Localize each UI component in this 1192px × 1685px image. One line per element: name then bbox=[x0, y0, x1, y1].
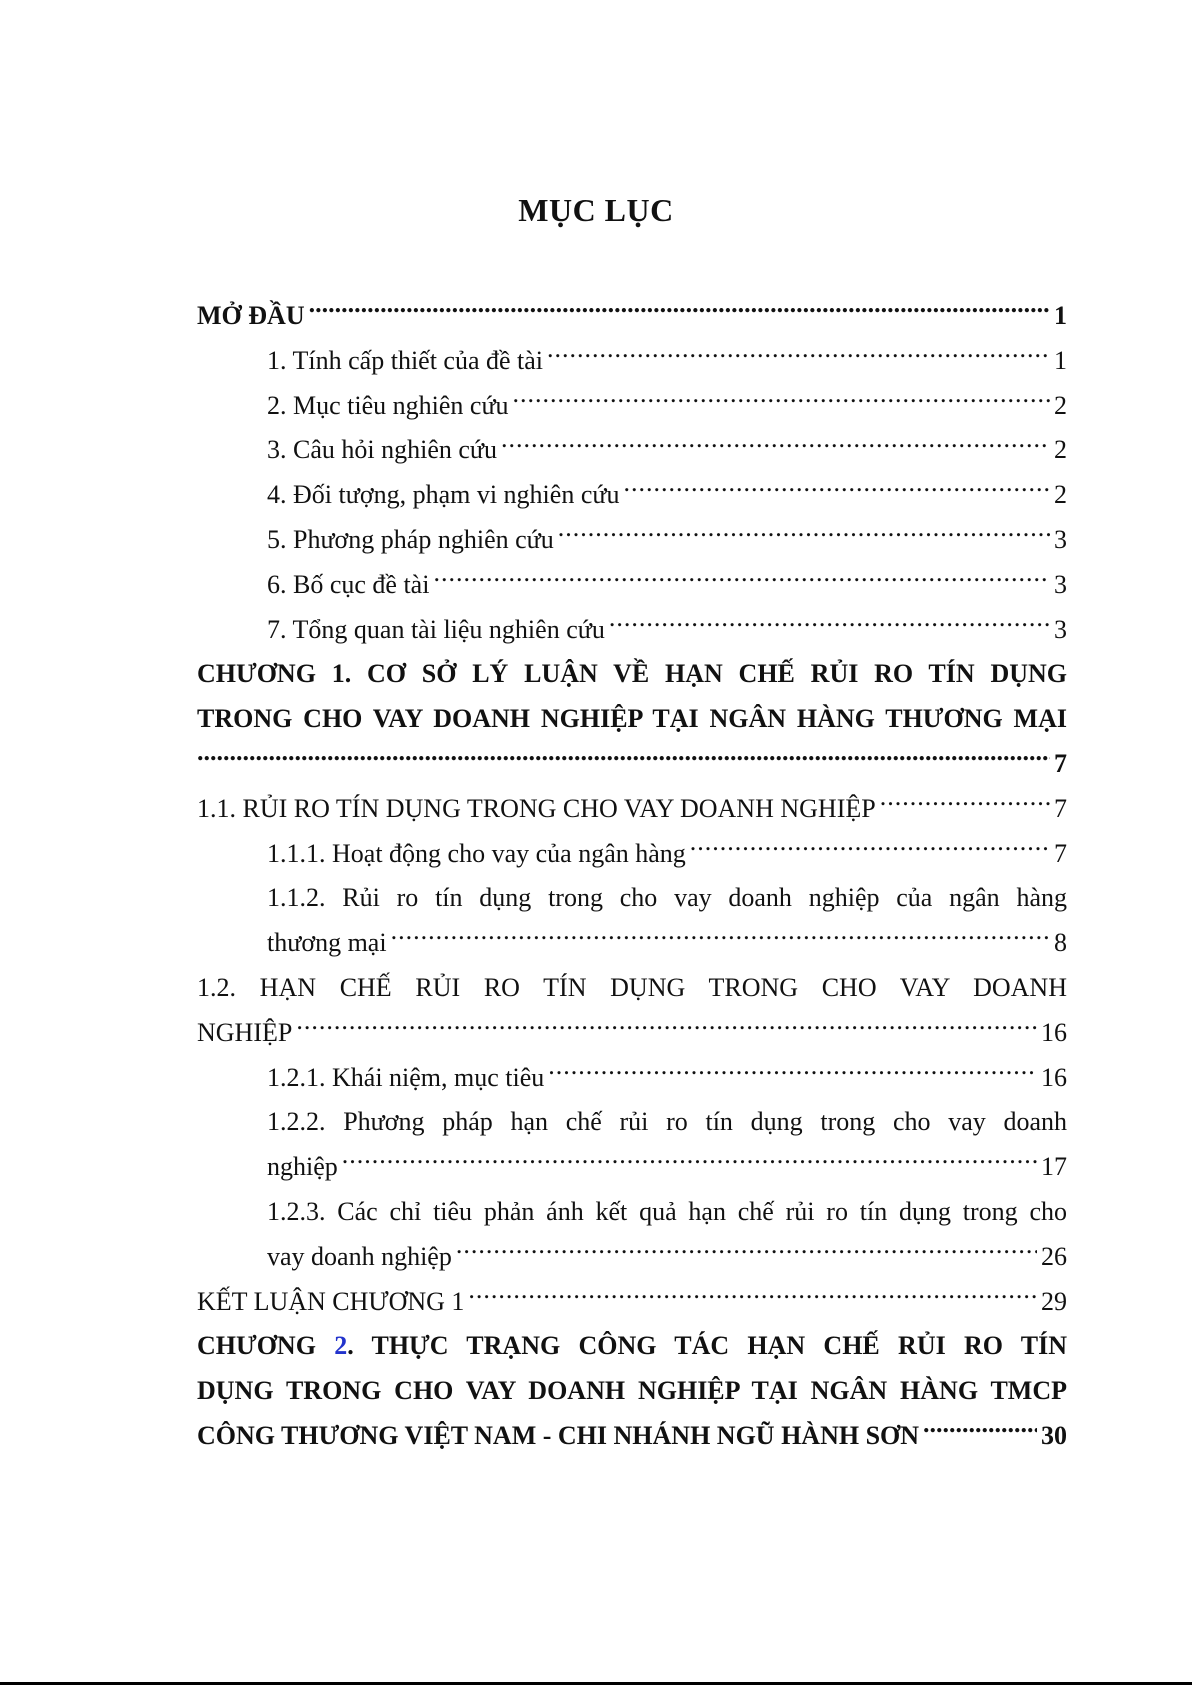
toc-entry-label: 4. Đối tượng, phạm vi nghiên cứu bbox=[267, 480, 620, 510]
toc-entry-chuong-1[interactable] bbox=[197, 652, 1067, 786]
toc-entry-item-1[interactable] bbox=[267, 339, 1067, 384]
toc-entry-line: CHƯƠNG 2. THỰC TRẠNG CÔNG TÁC HẠN CHẾ RỦI RO TÍN bbox=[197, 1331, 1067, 1361]
toc-entry-leader-line bbox=[267, 428, 1067, 473]
toc-page-number: 17 bbox=[1041, 1152, 1067, 1182]
dot-leader bbox=[923, 1418, 1037, 1444]
toc-entry-leader-line bbox=[267, 1056, 1067, 1101]
toc-entry-label: 1.2.1. Khái niệm, mục tiêu bbox=[267, 1062, 545, 1092]
toc-entry-label: NGHIỆP bbox=[197, 1017, 293, 1047]
dot-leader bbox=[433, 567, 1050, 593]
toc-entry-s-1-2-1[interactable] bbox=[267, 1056, 1067, 1101]
toc-entry-s-1-1-1[interactable] bbox=[267, 832, 1067, 877]
toc-page-number: 30 bbox=[1041, 1420, 1067, 1450]
toc-entry-line: DỤNG TRONG CHO VAY DOANH NGHIỆP TẠI NGÂN HÀNG TMCP bbox=[197, 1376, 1067, 1406]
toc-entry-label: 7. Tổng quan tài liệu nghiên cứu bbox=[267, 614, 605, 644]
toc-entry-item-5[interactable] bbox=[267, 518, 1067, 563]
toc-entry-label: 1. Tính cấp thiết của đề tài bbox=[267, 345, 544, 375]
toc-entry-label: MỞ ĐẦU bbox=[197, 301, 305, 330]
dot-leader bbox=[342, 1149, 1037, 1175]
toc-page-number: 3 bbox=[1054, 614, 1067, 644]
toc-entry-leader-line bbox=[267, 1145, 1067, 1190]
toc-entry-label: 1.1. RỦI RO TÍN DỤNG TRONG CHO VAY DOANH NGHIỆP bbox=[197, 793, 876, 823]
toc-page-number: 8 bbox=[1054, 928, 1067, 958]
toc-entry-s-1-2-3[interactable] bbox=[267, 1190, 1067, 1280]
toc-page-number: 7 bbox=[1054, 838, 1067, 868]
toc-entry-leader-line bbox=[267, 1235, 1067, 1280]
toc-entry-leader-line bbox=[267, 339, 1067, 384]
toc-entry-line: 1.2.2. Phương pháp hạn chế rủi ro tín dụng trong cho vay doanh bbox=[267, 1107, 1067, 1137]
toc-entry-leader-line bbox=[267, 608, 1067, 653]
toc-entry-label: 3. Câu hỏi nghiên cứu bbox=[267, 435, 498, 465]
dot-leader bbox=[609, 612, 1050, 638]
toc-page-number: 2 bbox=[1054, 480, 1067, 510]
toc-page-number: 1 bbox=[1054, 345, 1067, 375]
toc-entry-leader-line bbox=[197, 787, 1067, 832]
toc-title: MỤC LỤC bbox=[518, 192, 674, 228]
toc-page-number: 7 bbox=[1054, 748, 1067, 778]
toc-entry-s-1-2[interactable] bbox=[197, 966, 1067, 1056]
toc-page-number: 29 bbox=[1041, 1286, 1067, 1316]
toc-entry-line: 1.1.2. Rủi ro tín dụng trong cho vay doanh nghiệp của ngân hàng bbox=[267, 883, 1067, 913]
toc-entry-leader-line bbox=[267, 518, 1067, 563]
toc-entry-item-2[interactable] bbox=[267, 384, 1067, 429]
table-of-contents bbox=[197, 294, 1067, 1459]
toc-entry-label: 6. Bố cục đề tài bbox=[267, 569, 430, 599]
dot-leader bbox=[513, 388, 1050, 414]
toc-entry-leader-line bbox=[197, 294, 1067, 339]
toc-entry-label: vay doanh nghiệp bbox=[267, 1241, 452, 1271]
dot-leader bbox=[456, 1239, 1037, 1265]
dot-leader bbox=[309, 298, 1050, 324]
toc-entry-label: 1.1.1. Hoạt động cho vay của ngân hàng bbox=[267, 838, 686, 868]
toc-entry-s-1-1[interactable] bbox=[197, 787, 1067, 832]
toc-entry-label: CÔNG THƯƠNG VIỆT NAM - CHI NHÁNH NGŨ HÀNH SƠN bbox=[197, 1420, 920, 1450]
toc-entry-mo-dau[interactable] bbox=[197, 294, 1067, 339]
dot-leader bbox=[197, 746, 1050, 772]
dot-leader bbox=[623, 477, 1050, 503]
toc-entry-label: 5. Phương pháp nghiên cứu bbox=[267, 524, 554, 554]
toc-page-number: 16 bbox=[1041, 1017, 1067, 1047]
toc-page-number: 1 bbox=[1054, 301, 1067, 330]
toc-page-number: 2 bbox=[1054, 390, 1067, 420]
dot-leader bbox=[468, 1284, 1037, 1310]
toc-entry-leader-line bbox=[197, 742, 1067, 787]
dot-leader bbox=[558, 522, 1050, 548]
dot-leader bbox=[391, 925, 1050, 951]
toc-entry-line: 1.2.3. Các chỉ tiêu phản ánh kết quả hạn chế rủi ro tín dụng trong cho bbox=[267, 1196, 1067, 1226]
toc-entry-leader-line bbox=[267, 384, 1067, 429]
toc-page-number: 7 bbox=[1054, 793, 1067, 823]
toc-entry-leader-line bbox=[197, 1414, 1067, 1459]
dot-leader bbox=[547, 343, 1050, 369]
toc-entry-leader-line bbox=[197, 1280, 1067, 1325]
toc-entry-s-1-1-2[interactable] bbox=[267, 876, 1067, 966]
toc-entry-item-4[interactable] bbox=[267, 473, 1067, 518]
dot-leader bbox=[501, 432, 1050, 458]
toc-page-number: 2 bbox=[1054, 435, 1067, 465]
toc-entry-item-3[interactable] bbox=[267, 428, 1067, 473]
toc-entry-leader-line bbox=[267, 832, 1067, 877]
dot-leader bbox=[296, 1015, 1037, 1041]
dot-leader bbox=[880, 791, 1050, 817]
toc-entry-item-7[interactable] bbox=[267, 608, 1067, 653]
toc-page-number: 3 bbox=[1054, 524, 1067, 554]
toc-page-number: 3 bbox=[1054, 569, 1067, 599]
dot-leader bbox=[548, 1060, 1037, 1086]
toc-page-number: 26 bbox=[1041, 1241, 1067, 1271]
toc-entry-label: KẾT LUẬN CHƯƠNG 1 bbox=[197, 1286, 465, 1316]
toc-entry-leader-line bbox=[197, 1011, 1067, 1056]
toc-entry-leader-line bbox=[267, 921, 1067, 966]
toc-entry-leader-line bbox=[267, 473, 1067, 518]
toc-entry-label: thương mại bbox=[267, 928, 387, 958]
toc-entry-chuong-2[interactable] bbox=[197, 1324, 1067, 1458]
toc-entry-line: CHƯƠNG 1. CƠ SỞ LÝ LUẬN VỀ HẠN CHẾ RỦI RO TÍN DỤNG bbox=[197, 659, 1067, 689]
toc-page-number: 16 bbox=[1041, 1062, 1067, 1092]
toc-entry-leader-line bbox=[267, 563, 1067, 608]
toc-entry-label: 2. Mục tiêu nghiên cứu bbox=[267, 390, 509, 420]
toc-entry-line: TRONG CHO VAY DOANH NGHIỆP TẠI NGÂN HÀNG THƯƠNG MẠI bbox=[197, 704, 1067, 734]
toc-entry-line: 1.2. HẠN CHẾ RỦI RO TÍN DỤNG TRONG CHO VAY DOANH bbox=[197, 972, 1067, 1002]
toc-entry-label: nghiệp bbox=[267, 1152, 338, 1182]
toc-entry-item-6[interactable] bbox=[267, 563, 1067, 608]
toc-entry-ket-luan-1[interactable] bbox=[197, 1280, 1067, 1325]
dot-leader bbox=[690, 836, 1050, 862]
toc-entry-s-1-2-2[interactable] bbox=[267, 1100, 1067, 1190]
